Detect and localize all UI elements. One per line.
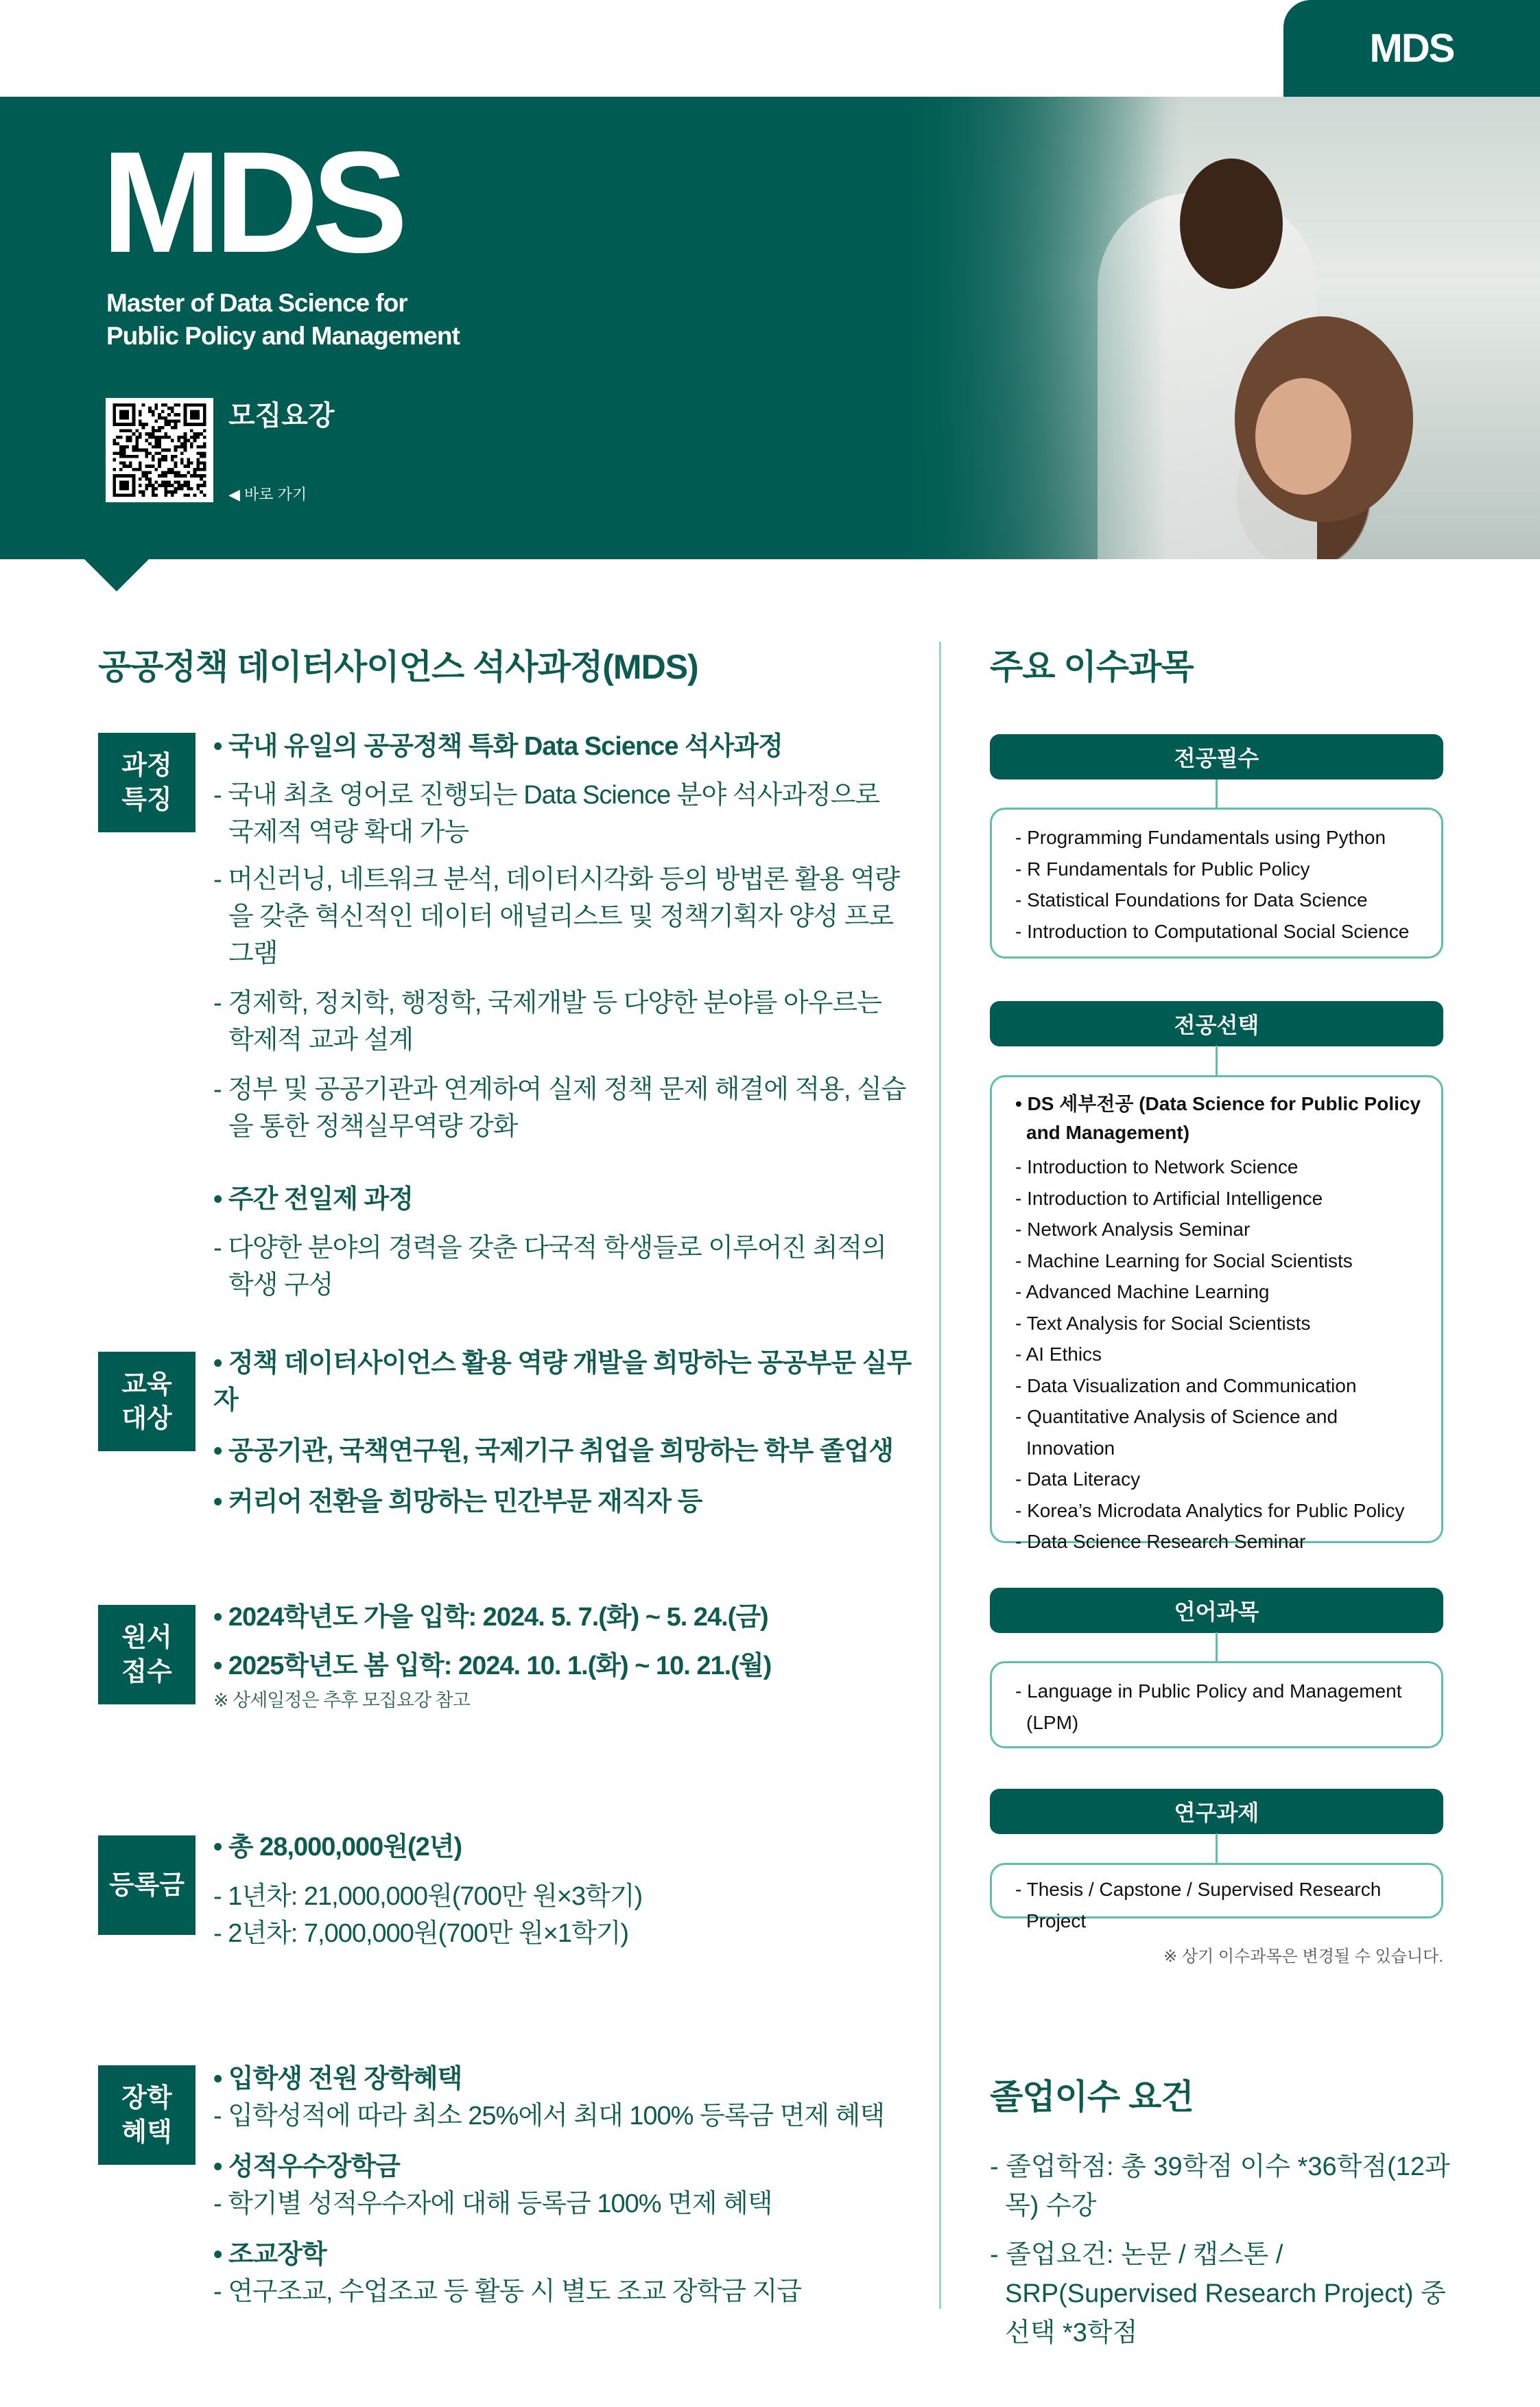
course-item: - Quantitative Analysis of Science and Innovation [1015,1406,1338,1459]
course-item: - Programming Fundamentals using Python [1015,827,1386,848]
connector-line [1216,1833,1218,1864]
course-item: - R Fundamentals for Public Policy [1015,858,1310,880]
language-courses-header: 언어과목 [990,1588,1443,1633]
features-list [213,728,906,1304]
course-item: - Data Visualization and Communication [1015,1374,1357,1396]
target-list [213,1345,927,1520]
subtitle-line: Master of Data Science for [106,289,407,317]
list-item: • 주간 전일제 과정 [213,1185,413,1214]
connector-line [1216,1046,1218,1076]
track-title: • DS 세부전공 (Data Science for Public Policy and Management) [1015,1093,1421,1143]
list-item: - 연구조교, 수업조교 등 활동 시 별도 조교 장학금 지급 [213,2277,802,2306]
recruit-guide-label: 모집요강 [228,401,335,431]
research-header: 연구과제 [990,1789,1443,1834]
graduation-requirements [990,2148,1470,2362]
list-item: - 정부 및 공공기관과 연계하여 실제 정책 문제 해결에 적용, 실습을 통한 정책실무역량 강화 [213,1075,906,1141]
course-item: - Korea’s Microdata Analytics for Public Policy [1015,1499,1405,1521]
courses-heading: 주요 이수과목 [990,648,1194,686]
core-courses-box [990,808,1443,959]
tuition-year2: - 2년차: 7,000,000원(700만 원×1학기) [213,1919,629,1948]
subtitle-line: Public Policy and Management [106,322,460,350]
elective-courses-header: 전공선택 [990,1001,1443,1046]
course-item: - Introduction to Artificial Intelligence [1015,1187,1323,1209]
label-scholarship: 장학 혜택 [98,2065,196,2165]
course-item: - AI Ethics [1015,1343,1102,1365]
course-item: - Thesis / Capstone / Supervised Research Project [1015,1879,1382,1932]
course-item: - Network Analysis Seminar [1015,1219,1251,1240]
language-courses-box [990,1661,1443,1748]
course-item: - Statistical Foundations for Data Science [1015,889,1368,911]
label-target: 교육 대상 [98,1352,196,1451]
students-photo [892,97,1540,559]
tuition-year1: - 1년차: 21,000,000원(700만 원×3학기) [213,1882,643,1911]
course-item: - Machine Learning for Social Scientists [1015,1249,1353,1271]
course-item: - Introduction to Computational Social Science [1015,920,1410,942]
tuition-list [213,1829,927,1952]
course-item: - Advanced Machine Learning [1015,1281,1270,1302]
pointer-triangle [84,559,149,591]
research-box [990,1863,1443,1932]
list-item: • 2024학년도 가을 입학: 2024. 5. 7.(화) ~ 5. 24.(금) [213,1603,768,1632]
graduation-heading: 졸업이수 요건 [990,2078,1194,2116]
application-note: ※ 상세일정은 추후 모집요강 참고 [213,1690,470,1711]
list-item: • 조교장학 [213,2240,327,2269]
list-item: • 입학생 전원 장학혜택 [213,2065,462,2093]
label-application: 원서 접수 [98,1605,196,1704]
mds-tab: MDS [1283,0,1540,97]
qr-code-icon[interactable] [106,398,213,502]
list-item: • 정책 데이터사이언스 활용 역량 개발을 희망하는 공공부문 실무자 [213,1349,912,1415]
list-item: • 공공기관, 국책연구원, 국제기구 취업을 희망하는 학부 졸업생 [213,1437,894,1466]
course-item: - Language in Public Policy and Management (LPM) [1015,1680,1402,1733]
list-item: - 입학성적에 따라 최소 25%에서 최대 100% 등록금 면제 혜택 [213,2102,885,2130]
connector-line [1216,779,1218,808]
course-item: - Text Analysis for Social Scientists [1015,1312,1311,1334]
courses-change-note: ※ 상기 이수과목은 변경될 수 있습니다. [1163,1947,1443,1966]
list-item: - 국내 최초 영어로 진행되는 Data Science 분야 석사과정으로 국제적 역량 확대 가능 [213,781,880,847]
requirement-item: - 졸업요건: 논문 / 캡스톤 / SRP(Supervised Research Project) 중 선택 *3학점 [990,2240,1446,2347]
list-item: • 2025학년도 봄 입학: 2024. 10. 1.(화) ~ 10. 21.(월) [213,1652,772,1680]
scholarship-list [213,2060,927,2310]
goto-link[interactable]: ◀ 바로 가기 [228,486,307,503]
label-tuition: 등록금 [98,1835,196,1935]
list-item: • 국내 유일의 공공정책 특화 Data Science 석사과정 [213,732,783,761]
list-item: • 커리어 전환을 희망하는 민간부문 재직자 등 [213,1488,702,1516]
course-item: - Introduction to Network Science [1015,1156,1299,1177]
program-heading: 공공정책 데이터사이언스 석사과정(MDS) [98,648,698,686]
core-courses-header: 전공필수 [990,734,1443,779]
elective-courses-box [990,1075,1443,1552]
column-divider [939,642,941,2309]
tuition-total: • 총 28,000,000원(2년) [213,1833,462,1862]
list-item: - 학기별 성적우수자에 대해 등록금 100% 면제 혜택 [213,2189,772,2218]
course-item: - Data Literacy [1015,1468,1141,1490]
program-logo-title: MDS [102,121,401,283]
requirement-item: - 졸업학점: 총 39학점 이수 *36학점(12과목) 수강 [990,2152,1450,2220]
list-item: - 경제학, 정치학, 행정학, 국제개발 등 다양한 분야를 아우르는 학제적 교과 설계 [213,989,881,1055]
connector-line [1216,1632,1218,1662]
program-full-name [106,287,460,353]
list-item: • 성적우수장학금 [213,2152,400,2181]
course-item: - Data Science Research Seminar [1015,1531,1306,1552]
application-list [213,1599,927,1719]
label-features: 과정 특징 [98,733,196,832]
list-item: - 머신러닝, 네트워크 분석, 데이터시각화 등의 방법론 활용 역량을 갖춘 혁신적인 데이터 애널리스트 및 정책기획자 양성 프로그램 [213,865,899,968]
list-item: - 다양한 분야의 경력을 갖춘 다국적 학생들로 이루어진 최적의 학생 구성 [213,1234,886,1300]
